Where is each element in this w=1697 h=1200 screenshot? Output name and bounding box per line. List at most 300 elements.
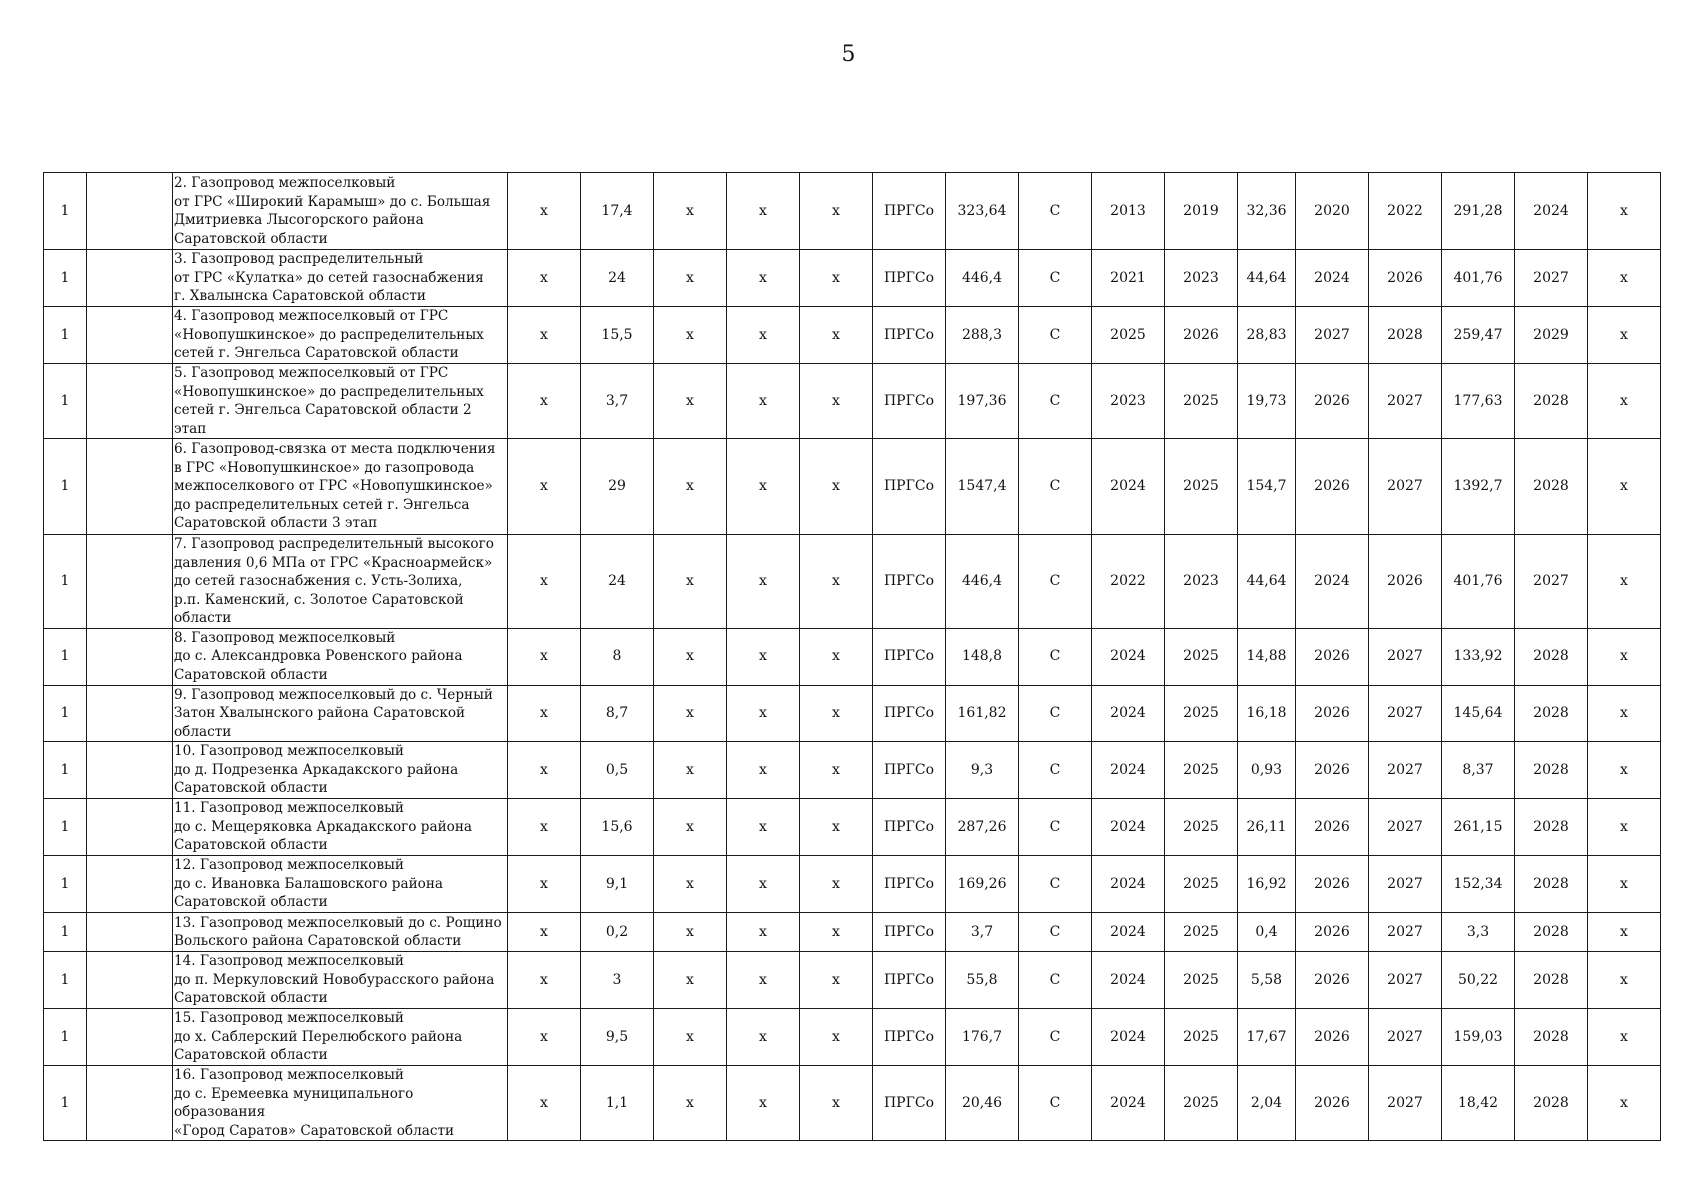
- year-cell: 2027: [1369, 364, 1442, 439]
- value-cell: 26,11: [1238, 799, 1296, 856]
- amount-cell: 145,64: [1442, 685, 1515, 742]
- x-cell: x: [1588, 913, 1661, 952]
- year-cell: 2027: [1369, 1066, 1442, 1141]
- empty-cell: [87, 250, 173, 307]
- year-cell: 2026: [1296, 1009, 1369, 1066]
- x-cell: x: [727, 173, 800, 250]
- x-cell: x: [1588, 1066, 1661, 1141]
- x-cell: x: [508, 364, 581, 439]
- cost-cell: 176,7: [946, 1009, 1019, 1066]
- length-cell: 15,6: [581, 799, 654, 856]
- object-description-cell: 16. Газопровод межпоселковый до с. Еремеевка муниципального образования «Город Саратов» Саратовской области: [173, 1066, 508, 1141]
- x-cell: x: [1588, 535, 1661, 629]
- amount-cell: 291,28: [1442, 173, 1515, 250]
- year-end-cell: 2019: [1165, 173, 1238, 250]
- x-cell: x: [508, 799, 581, 856]
- length-cell: 15,5: [581, 307, 654, 364]
- table-row: [44, 913, 1661, 952]
- cost-cell: 169,26: [946, 856, 1019, 913]
- year-cell: 2020: [1296, 173, 1369, 250]
- object-description-cell: 2. Газопровод межпоселковый от ГРС «Широкий Карамыш» до с. Большая Дмитриевка Лысогорского района Саратовской области: [173, 173, 508, 250]
- value-cell: 14,88: [1238, 628, 1296, 685]
- x-cell: x: [727, 685, 800, 742]
- row-number-cell: 1: [44, 952, 87, 1009]
- x-cell: x: [727, 250, 800, 307]
- x-cell: x: [508, 1066, 581, 1141]
- amount-cell: 401,76: [1442, 535, 1515, 629]
- object-description-cell: 6. Газопровод-связка от места подключения в ГРС «Новопушкинское» до газопровода межпоселкового от ГРС «Новопушкинское» до распределительных сетей г. Энгельса Саратовской области 3 этап: [173, 439, 508, 535]
- source-cell: ПРГСо: [873, 173, 946, 250]
- table-row: [44, 250, 1661, 307]
- value-cell: 17,67: [1238, 1009, 1296, 1066]
- empty-cell: [87, 307, 173, 364]
- value-cell: 16,92: [1238, 856, 1296, 913]
- year-end-cell: 2025: [1165, 1009, 1238, 1066]
- year-end-cell: 2025: [1165, 1066, 1238, 1141]
- year-cell: 2027: [1369, 952, 1442, 1009]
- length-cell: 0,2: [581, 913, 654, 952]
- x-cell: x: [800, 685, 873, 742]
- value-cell: 32,36: [1238, 173, 1296, 250]
- x-cell: x: [508, 952, 581, 1009]
- year-end-cell: 2025: [1165, 913, 1238, 952]
- length-cell: 3,7: [581, 364, 654, 439]
- table-row: [44, 856, 1661, 913]
- year-start-cell: 2024: [1092, 628, 1165, 685]
- year-cell: 2028: [1515, 628, 1588, 685]
- x-cell: x: [1588, 173, 1661, 250]
- status-cell: С: [1019, 364, 1092, 439]
- year-cell: 2027: [1515, 250, 1588, 307]
- year-end-cell: 2025: [1165, 685, 1238, 742]
- year-end-cell: 2023: [1165, 535, 1238, 629]
- year-cell: 2022: [1369, 173, 1442, 250]
- row-number-cell: 1: [44, 799, 87, 856]
- source-cell: ПРГСо: [873, 742, 946, 799]
- cost-cell: 20,46: [946, 1066, 1019, 1141]
- source-cell: ПРГСо: [873, 307, 946, 364]
- status-cell: С: [1019, 535, 1092, 629]
- x-cell: x: [800, 1009, 873, 1066]
- row-number-cell: 1: [44, 742, 87, 799]
- status-cell: С: [1019, 685, 1092, 742]
- table-row: [44, 173, 1661, 250]
- page-number: 5: [841, 42, 856, 67]
- source-cell: ПРГСо: [873, 856, 946, 913]
- x-cell: x: [508, 913, 581, 952]
- x-cell: x: [800, 250, 873, 307]
- empty-cell: [87, 952, 173, 1009]
- x-cell: x: [727, 913, 800, 952]
- value-cell: 5,58: [1238, 952, 1296, 1009]
- length-cell: 9,1: [581, 856, 654, 913]
- value-cell: 154,7: [1238, 439, 1296, 535]
- empty-cell: [87, 742, 173, 799]
- length-cell: 8,7: [581, 685, 654, 742]
- x-cell: x: [508, 685, 581, 742]
- table-row: [44, 799, 1661, 856]
- amount-cell: 259,47: [1442, 307, 1515, 364]
- value-cell: 44,64: [1238, 250, 1296, 307]
- empty-cell: [87, 364, 173, 439]
- status-cell: С: [1019, 856, 1092, 913]
- row-number-cell: 1: [44, 173, 87, 250]
- year-cell: 2028: [1515, 364, 1588, 439]
- year-end-cell: 2025: [1165, 742, 1238, 799]
- table-row: [44, 628, 1661, 685]
- length-cell: 0,5: [581, 742, 654, 799]
- source-cell: ПРГСо: [873, 1009, 946, 1066]
- status-cell: С: [1019, 628, 1092, 685]
- year-cell: 2028: [1515, 439, 1588, 535]
- year-cell: 2026: [1296, 1066, 1369, 1141]
- table-row: [44, 1009, 1661, 1066]
- status-cell: С: [1019, 1009, 1092, 1066]
- x-cell: x: [800, 439, 873, 535]
- year-cell: 2027: [1369, 856, 1442, 913]
- length-cell: 1,1: [581, 1066, 654, 1141]
- x-cell: x: [654, 250, 727, 307]
- x-cell: x: [1588, 856, 1661, 913]
- x-cell: x: [654, 1066, 727, 1141]
- value-cell: 2,04: [1238, 1066, 1296, 1141]
- amount-cell: 133,92: [1442, 628, 1515, 685]
- row-number-cell: 1: [44, 364, 87, 439]
- year-cell: 2027: [1369, 439, 1442, 535]
- year-cell: 2027: [1369, 628, 1442, 685]
- year-start-cell: 2024: [1092, 1066, 1165, 1141]
- row-number-cell: 1: [44, 913, 87, 952]
- year-end-cell: 2023: [1165, 250, 1238, 307]
- amount-cell: 401,76: [1442, 250, 1515, 307]
- length-cell: 8: [581, 628, 654, 685]
- cost-cell: 323,64: [946, 173, 1019, 250]
- x-cell: x: [727, 1066, 800, 1141]
- year-cell: 2026: [1369, 535, 1442, 629]
- x-cell: x: [800, 173, 873, 250]
- cost-cell: 161,82: [946, 685, 1019, 742]
- object-description-cell: 14. Газопровод межпоселковый до п. Меркуловский Новобурасского района Саратовской области: [173, 952, 508, 1009]
- x-cell: x: [1588, 628, 1661, 685]
- x-cell: x: [1588, 250, 1661, 307]
- status-cell: С: [1019, 307, 1092, 364]
- x-cell: x: [654, 307, 727, 364]
- year-cell: 2026: [1296, 628, 1369, 685]
- row-number-cell: 1: [44, 535, 87, 629]
- cost-cell: 3,7: [946, 913, 1019, 952]
- year-end-cell: 2025: [1165, 799, 1238, 856]
- row-number-cell: 1: [44, 856, 87, 913]
- x-cell: x: [508, 742, 581, 799]
- empty-cell: [87, 1009, 173, 1066]
- x-cell: x: [508, 856, 581, 913]
- cost-cell: 446,4: [946, 250, 1019, 307]
- year-cell: 2027: [1369, 742, 1442, 799]
- x-cell: x: [508, 307, 581, 364]
- amount-cell: 50,22: [1442, 952, 1515, 1009]
- length-cell: 9,5: [581, 1009, 654, 1066]
- x-cell: x: [1588, 307, 1661, 364]
- x-cell: x: [654, 799, 727, 856]
- source-cell: ПРГСо: [873, 250, 946, 307]
- year-cell: 2027: [1369, 913, 1442, 952]
- table-row: [44, 685, 1661, 742]
- amount-cell: 18,42: [1442, 1066, 1515, 1141]
- object-description-cell: 10. Газопровод межпоселковый до д. Подрезенка Аркадакского района Саратовской области: [173, 742, 508, 799]
- cost-cell: 1547,4: [946, 439, 1019, 535]
- x-cell: x: [800, 535, 873, 629]
- x-cell: x: [1588, 799, 1661, 856]
- x-cell: x: [654, 364, 727, 439]
- x-cell: x: [727, 307, 800, 364]
- empty-cell: [87, 628, 173, 685]
- year-start-cell: 2024: [1092, 913, 1165, 952]
- empty-cell: [87, 913, 173, 952]
- amount-cell: 261,15: [1442, 799, 1515, 856]
- empty-cell: [87, 685, 173, 742]
- year-cell: 2028: [1515, 913, 1588, 952]
- table-row: [44, 952, 1661, 1009]
- year-cell: 2028: [1515, 952, 1588, 1009]
- year-cell: 2027: [1515, 535, 1588, 629]
- x-cell: x: [727, 799, 800, 856]
- x-cell: x: [508, 1009, 581, 1066]
- value-cell: 28,83: [1238, 307, 1296, 364]
- length-cell: 24: [581, 535, 654, 629]
- row-number-cell: 1: [44, 250, 87, 307]
- x-cell: x: [654, 856, 727, 913]
- amount-cell: 177,63: [1442, 364, 1515, 439]
- x-cell: x: [508, 173, 581, 250]
- x-cell: x: [1588, 685, 1661, 742]
- year-cell: 2027: [1369, 685, 1442, 742]
- x-cell: x: [727, 856, 800, 913]
- x-cell: x: [1588, 364, 1661, 439]
- x-cell: x: [508, 250, 581, 307]
- row-number-cell: 1: [44, 1066, 87, 1141]
- year-start-cell: 2024: [1092, 856, 1165, 913]
- x-cell: x: [727, 628, 800, 685]
- x-cell: x: [727, 439, 800, 535]
- year-cell: 2028: [1515, 742, 1588, 799]
- value-cell: 19,73: [1238, 364, 1296, 439]
- year-end-cell: 2025: [1165, 364, 1238, 439]
- length-cell: 17,4: [581, 173, 654, 250]
- x-cell: x: [654, 685, 727, 742]
- year-cell: 2024: [1296, 250, 1369, 307]
- value-cell: 16,18: [1238, 685, 1296, 742]
- year-end-cell: 2025: [1165, 856, 1238, 913]
- year-cell: 2028: [1515, 799, 1588, 856]
- x-cell: x: [654, 952, 727, 1009]
- x-cell: x: [654, 439, 727, 535]
- x-cell: x: [800, 364, 873, 439]
- x-cell: x: [654, 913, 727, 952]
- year-start-cell: 2024: [1092, 742, 1165, 799]
- table-row: [44, 439, 1661, 535]
- object-description-cell: 11. Газопровод межпоселковый до с. Мещеряковка Аркадакского района Саратовской области: [173, 799, 508, 856]
- year-cell: 2028: [1515, 1009, 1588, 1066]
- year-cell: 2026: [1296, 952, 1369, 1009]
- status-cell: С: [1019, 913, 1092, 952]
- year-end-cell: 2025: [1165, 628, 1238, 685]
- source-cell: ПРГСо: [873, 952, 946, 1009]
- table-row: [44, 307, 1661, 364]
- status-cell: С: [1019, 799, 1092, 856]
- cost-cell: 288,3: [946, 307, 1019, 364]
- x-cell: x: [727, 742, 800, 799]
- x-cell: x: [1588, 439, 1661, 535]
- year-cell: 2029: [1515, 307, 1588, 364]
- year-start-cell: 2024: [1092, 799, 1165, 856]
- amount-cell: 8,37: [1442, 742, 1515, 799]
- year-cell: 2026: [1369, 250, 1442, 307]
- length-cell: 29: [581, 439, 654, 535]
- year-cell: 2028: [1515, 685, 1588, 742]
- year-cell: 2027: [1369, 1009, 1442, 1066]
- x-cell: x: [800, 307, 873, 364]
- source-cell: ПРГСо: [873, 1066, 946, 1141]
- x-cell: x: [654, 742, 727, 799]
- year-cell: 2026: [1296, 913, 1369, 952]
- empty-cell: [87, 1066, 173, 1141]
- year-start-cell: 2022: [1092, 535, 1165, 629]
- year-cell: 2026: [1296, 742, 1369, 799]
- year-end-cell: 2026: [1165, 307, 1238, 364]
- year-cell: 2027: [1296, 307, 1369, 364]
- x-cell: x: [800, 799, 873, 856]
- status-cell: С: [1019, 742, 1092, 799]
- x-cell: x: [800, 952, 873, 1009]
- year-start-cell: 2024: [1092, 952, 1165, 1009]
- x-cell: x: [1588, 742, 1661, 799]
- x-cell: x: [727, 364, 800, 439]
- x-cell: x: [654, 173, 727, 250]
- x-cell: x: [1588, 1009, 1661, 1066]
- x-cell: x: [800, 742, 873, 799]
- source-cell: ПРГСо: [873, 439, 946, 535]
- object-description-cell: 3. Газопровод распределительный от ГРС «Кулатка» до сетей газоснабжения г. Хвалынска Саратовской области: [173, 250, 508, 307]
- status-cell: С: [1019, 439, 1092, 535]
- year-cell: 2026: [1296, 856, 1369, 913]
- status-cell: С: [1019, 250, 1092, 307]
- cost-cell: 148,8: [946, 628, 1019, 685]
- empty-cell: [87, 799, 173, 856]
- row-number-cell: 1: [44, 685, 87, 742]
- x-cell: x: [800, 913, 873, 952]
- value-cell: 0,93: [1238, 742, 1296, 799]
- year-start-cell: 2023: [1092, 364, 1165, 439]
- source-cell: ПРГСо: [873, 913, 946, 952]
- year-cell: 2028: [1515, 856, 1588, 913]
- status-cell: С: [1019, 173, 1092, 250]
- year-end-cell: 2025: [1165, 952, 1238, 1009]
- status-cell: С: [1019, 1066, 1092, 1141]
- x-cell: x: [727, 1009, 800, 1066]
- cost-cell: 446,4: [946, 535, 1019, 629]
- x-cell: x: [508, 439, 581, 535]
- x-cell: x: [727, 535, 800, 629]
- year-cell: 2026: [1296, 799, 1369, 856]
- year-cell: 2024: [1296, 535, 1369, 629]
- source-cell: ПРГСо: [873, 535, 946, 629]
- x-cell: x: [654, 535, 727, 629]
- object-description-cell: 5. Газопровод межпоселковый от ГРС «Новопушкинское» до распределительных сетей г. Энгельса Саратовской области 2 этап: [173, 364, 508, 439]
- amount-cell: 152,34: [1442, 856, 1515, 913]
- source-cell: ПРГСо: [873, 628, 946, 685]
- year-start-cell: 2021: [1092, 250, 1165, 307]
- amount-cell: 3,3: [1442, 913, 1515, 952]
- year-cell: 2026: [1296, 439, 1369, 535]
- table-row: [44, 1066, 1661, 1141]
- value-cell: 0,4: [1238, 913, 1296, 952]
- x-cell: x: [800, 628, 873, 685]
- object-description-cell: 13. Газопровод межпоселковый до с. Рощино Вольского района Саратовской области: [173, 913, 508, 952]
- x-cell: x: [654, 628, 727, 685]
- year-start-cell: 2013: [1092, 173, 1165, 250]
- empty-cell: [87, 856, 173, 913]
- empty-cell: [87, 439, 173, 535]
- x-cell: x: [800, 1066, 873, 1141]
- row-number-cell: 1: [44, 1009, 87, 1066]
- year-start-cell: 2024: [1092, 685, 1165, 742]
- table-row: [44, 742, 1661, 799]
- cost-cell: 55,8: [946, 952, 1019, 1009]
- object-description-cell: 7. Газопровод распределительный высокого давления 0,6 МПа от ГРС «Красноармейск» до сетей газоснабжения с. Усть-Золиха, р.п. Каменский, с. Золотое Саратовской области: [173, 535, 508, 629]
- x-cell: x: [654, 1009, 727, 1066]
- year-start-cell: 2024: [1092, 1009, 1165, 1066]
- year-cell: 2028: [1515, 1066, 1588, 1141]
- object-description-cell: 12. Газопровод межпоселковый до с. Ивановка Балашовского района Саратовской области: [173, 856, 508, 913]
- row-number-cell: 1: [44, 307, 87, 364]
- length-cell: 24: [581, 250, 654, 307]
- source-cell: ПРГСо: [873, 364, 946, 439]
- table-row: [44, 364, 1661, 439]
- year-cell: 2026: [1296, 685, 1369, 742]
- year-start-cell: 2025: [1092, 307, 1165, 364]
- object-description-cell: 4. Газопровод межпоселковый от ГРС «Новопушкинское» до распределительных сетей г. Энгельса Саратовской области: [173, 307, 508, 364]
- cost-cell: 9,3: [946, 742, 1019, 799]
- x-cell: x: [1588, 952, 1661, 1009]
- year-cell: 2028: [1369, 307, 1442, 364]
- length-cell: 3: [581, 952, 654, 1009]
- object-description-cell: 9. Газопровод межпоселковый до с. Черный Затон Хвалынского района Саратовской области: [173, 685, 508, 742]
- status-cell: С: [1019, 952, 1092, 1009]
- source-cell: ПРГСо: [873, 685, 946, 742]
- object-description-cell: 8. Газопровод межпоселковый до с. Александровка Ровенского района Саратовской области: [173, 628, 508, 685]
- cost-cell: 197,36: [946, 364, 1019, 439]
- x-cell: x: [508, 535, 581, 629]
- row-number-cell: 1: [44, 439, 87, 535]
- empty-cell: [87, 173, 173, 250]
- value-cell: 44,64: [1238, 535, 1296, 629]
- amount-cell: 159,03: [1442, 1009, 1515, 1066]
- cost-cell: 287,26: [946, 799, 1019, 856]
- empty-cell: [87, 535, 173, 629]
- table-row: [44, 535, 1661, 629]
- year-cell: 2026: [1296, 364, 1369, 439]
- x-cell: x: [508, 628, 581, 685]
- x-cell: x: [727, 952, 800, 1009]
- amount-cell: 1392,7: [1442, 439, 1515, 535]
- x-cell: x: [800, 856, 873, 913]
- year-end-cell: 2025: [1165, 439, 1238, 535]
- year-cell: 2027: [1369, 799, 1442, 856]
- gas-pipeline-table: [43, 172, 1661, 1141]
- object-description-cell: 15. Газопровод межпоселковый до х. Саблерский Перелюбского района Саратовской области: [173, 1009, 508, 1066]
- year-start-cell: 2024: [1092, 439, 1165, 535]
- year-cell: 2024: [1515, 173, 1588, 250]
